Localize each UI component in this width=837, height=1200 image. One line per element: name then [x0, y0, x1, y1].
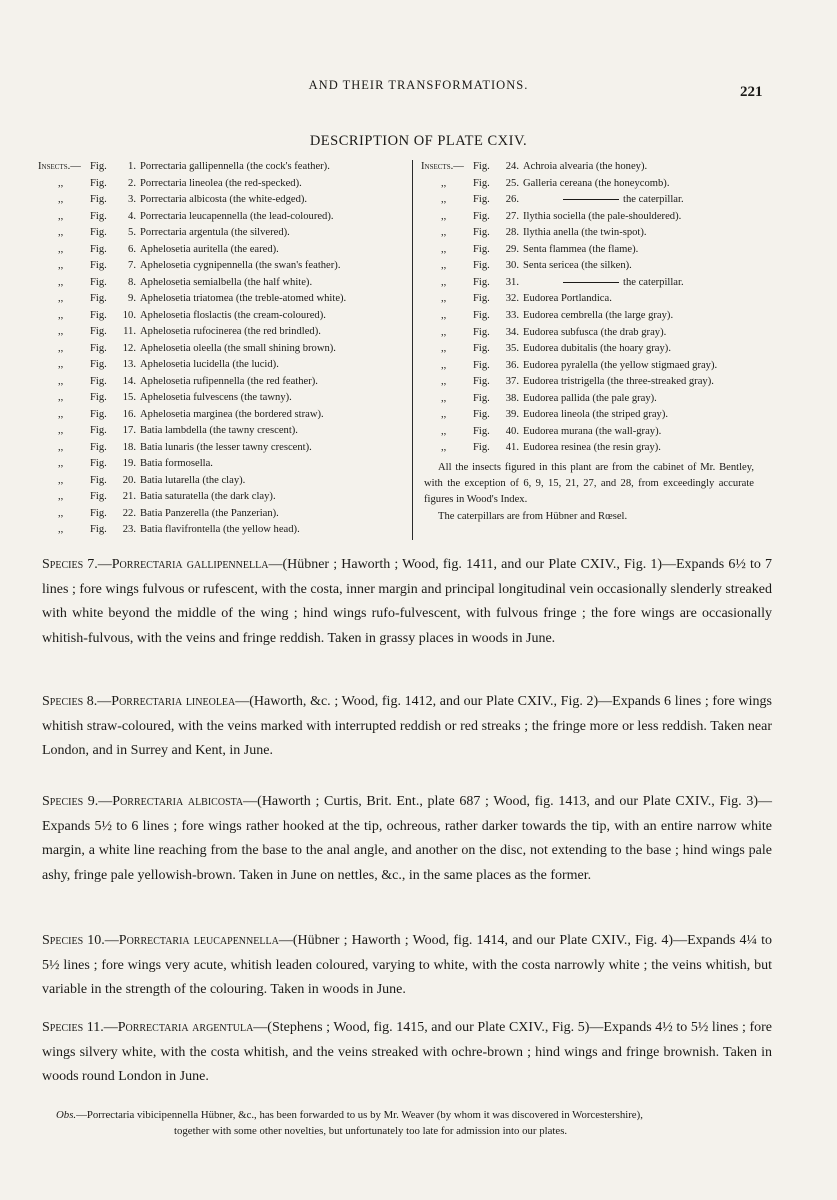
fig-description-text: Eudorea resinea (the resin gray). — [523, 442, 661, 454]
figure-entry — [38, 474, 408, 488]
figure-entry — [421, 408, 761, 422]
fig-label: Fig. — [90, 524, 107, 535]
fig-number: 8. — [128, 276, 136, 288]
ditto-mark: ,, — [58, 474, 64, 486]
species-entry-10 — [42, 929, 772, 1003]
ditto-mark: ,, — [441, 210, 447, 222]
fig-description — [523, 326, 666, 340]
fig-label: Fig. — [90, 375, 107, 387]
ditto-mark: ,, — [441, 260, 447, 272]
fig-description-text: Eudorea Portlandica. — [523, 293, 612, 305]
fig-number: 9. — [128, 293, 136, 304]
fig-label: Fig. — [90, 342, 107, 354]
fig-label: Fig. — [473, 227, 490, 239]
fig-label: Fig. — [473, 276, 490, 288]
figure-entry — [38, 391, 408, 405]
ditto-mark: ,, — [58, 375, 64, 387]
fig-number: 10. — [122, 309, 136, 321]
fig-number: 29. — [505, 243, 519, 255]
fig-description-text: Batia saturatella (the dark clay). — [140, 491, 276, 502]
ditto-mark: ,, — [441, 343, 447, 355]
fig-description — [140, 325, 321, 339]
species-description: —(Stephens ; Wood, fig. 1415, and our Plate CXIV., Fig. 5)—Expands 4½ to 5½ lines ; fore wings silvery white, with the costa whitish, and the veins streaked with ochre-brown ; hind wings and fringe brownish. Taken in woods round London in June. — [42, 1020, 772, 1084]
insects-prefix: Insects.— — [421, 161, 464, 172]
ditto-mark: ,, — [58, 293, 64, 304]
figure-entry — [421, 375, 761, 389]
ditto-mark: ,, — [58, 359, 64, 370]
fig-description — [523, 392, 657, 406]
fig-description — [140, 309, 326, 323]
fig-number: 26. — [505, 194, 519, 206]
fig-label: Fig. — [90, 177, 107, 189]
fig-description-text: Aphelosetia auritella (the eared). — [140, 243, 279, 255]
fig-description — [140, 193, 307, 207]
figure-entry — [421, 326, 761, 340]
fig-number: 2. — [128, 177, 136, 189]
fig-description-text: Eudorea subfusca (the drab gray). — [523, 326, 667, 338]
observation-note — [56, 1108, 756, 1139]
fig-description-text: Aphelosetia semialbella (the half white). — [140, 276, 313, 288]
fig-description-text: Batia lambdella (the tawny crescent). — [140, 425, 298, 436]
fig-description-text: the caterpillar. — [623, 194, 684, 206]
ditto-mark: ,, — [441, 326, 447, 338]
fig-number: 1. — [128, 161, 136, 172]
fig-label: Fig. — [473, 161, 490, 172]
fig-number: 16. — [122, 408, 136, 420]
figure-entry — [38, 276, 408, 290]
fig-description — [523, 226, 647, 240]
fig-label: Fig. — [473, 194, 490, 206]
ditto-mark: ,, — [58, 524, 64, 535]
fig-number: 30. — [505, 260, 519, 272]
ditto-mark: ,, — [441, 177, 447, 189]
fig-description-text: Porrectaria gallipennella (the cock's feather). — [140, 161, 330, 172]
ditto-mark: ,, — [441, 409, 447, 421]
fig-description — [140, 243, 279, 257]
species-description: —(Hübner ; Haworth ; Wood, fig. 1414, and our Plate CXIV., Fig. 4)—Expands 4¼ to 5½ lines ; fore wings very acute, whitish leaden coloured, varying to white, with the costa narrowly white ; the veins whitish, but variable in the strength of the colouring. Taken in woods in June. — [42, 933, 772, 997]
fig-number: 5. — [128, 227, 136, 238]
ditto-mark: ,, — [58, 243, 64, 255]
figure-entry — [38, 177, 408, 191]
fig-description — [563, 193, 684, 207]
fig-number: 37. — [505, 376, 519, 388]
fig-description-text: Aphelosetia rufipennella (the red feather). — [140, 375, 318, 387]
fig-description-text: Eudorea cembrella (the large gray). — [523, 309, 674, 321]
fig-description-text: Eudorea murana (the wall-gray). — [523, 425, 662, 437]
fig-label: Fig. — [473, 260, 490, 272]
fig-label: Fig. — [473, 210, 490, 222]
figure-entry — [38, 490, 408, 504]
fig-label: Fig. — [473, 409, 490, 421]
fig-description-text: Eudorea pallida (the pale gray). — [523, 392, 657, 404]
figure-entry — [38, 408, 408, 422]
fig-number: 25. — [505, 177, 519, 189]
figure-entry — [421, 210, 761, 224]
caterpillar-note: The caterpillars are from Hübner and Rœsel. — [438, 511, 628, 522]
figure-entry — [38, 243, 408, 257]
figure-entry — [421, 160, 761, 174]
ditto-mark: ,, — [441, 359, 447, 371]
obs-line-2: together with some other novelties, but unfortunately too late for admission into our plates. — [174, 1124, 568, 1137]
ditto-mark: ,, — [441, 243, 447, 255]
fig-description-text: Porrectaria albicosta (the white-edged). — [140, 194, 308, 205]
fig-number: 27. — [505, 210, 519, 222]
fig-label: Fig. — [90, 507, 107, 519]
fig-description — [140, 507, 279, 521]
fig-description-text: Porrectaria leucapennella (the lead-coloured). — [140, 210, 334, 222]
fig-number: 34. — [505, 326, 519, 338]
fig-number: 18. — [122, 441, 136, 453]
fig-description — [140, 259, 340, 273]
fig-description — [140, 441, 312, 455]
ditto-mark: ,, — [58, 276, 64, 288]
fig-description — [523, 408, 668, 422]
figure-entry — [38, 309, 408, 323]
species-heading: Species 9.—Porrectaria albicosta — [42, 794, 244, 809]
figure-entry — [421, 259, 761, 273]
fig-label: Fig. — [473, 343, 490, 355]
fig-label: Fig. — [90, 359, 107, 370]
fig-description — [523, 177, 669, 191]
fig-label: Fig. — [90, 458, 107, 469]
figure-entry — [38, 358, 408, 372]
fig-label: Fig. — [473, 326, 490, 338]
figure-entry — [38, 424, 408, 438]
species-heading: Species 8.—Porrectaria lineolea — [42, 694, 236, 709]
ditto-mark: ,, — [58, 194, 64, 205]
fig-label: Fig. — [90, 408, 107, 420]
fig-description-text: Aphelosetia fulvescens (the tawny). — [140, 392, 292, 403]
fig-number: 6. — [128, 243, 136, 255]
ditto-mark: ,, — [441, 194, 447, 206]
figure-entry — [421, 342, 761, 356]
fig-description — [140, 160, 330, 174]
figure-entry — [421, 292, 761, 306]
figure-entry — [421, 193, 761, 207]
fig-description — [523, 259, 632, 273]
ditto-mark: ,, — [58, 425, 64, 436]
fig-number: 39. — [505, 409, 519, 421]
fig-number: 36. — [505, 359, 519, 371]
fig-description — [140, 490, 276, 504]
fig-description-text: Aphelosetia marginea (the bordered straw). — [140, 408, 324, 420]
fig-number: 28. — [505, 227, 519, 239]
fig-description — [523, 309, 673, 323]
fig-description-text: Ilythia sociella (the pale-shouldered). — [523, 210, 682, 222]
fig-number: 15. — [122, 392, 136, 403]
fig-label: Fig. — [90, 243, 107, 255]
fig-description-text: Eudorea pyralella (the yellow stigmaed gray). — [523, 359, 718, 371]
fig-label: Fig. — [90, 194, 107, 205]
figure-entry — [38, 457, 408, 471]
fig-label: Fig. — [90, 441, 107, 453]
fig-description-text: Batia flavifrontella (the yellow head). — [140, 524, 300, 535]
obs-line-1: —Porrectaria vibicipennella Hübner, &c., has been forwarded to us by Mr. Weaver (by whom it was discovered in Worcestershire), — [76, 1109, 643, 1121]
fig-label: Fig. — [90, 474, 107, 486]
fig-label: Fig. — [473, 359, 490, 371]
ditto-dash — [563, 199, 619, 200]
fig-description-text: the caterpillar. — [623, 276, 684, 288]
ditto-dash — [563, 282, 619, 283]
fig-number: 12. — [122, 342, 136, 354]
ditto-mark: ,, — [58, 260, 64, 271]
figure-entry — [421, 392, 761, 406]
fig-number: 41. — [505, 442, 519, 454]
species-heading: Species 7.—Porrectaria gallipennella — [42, 557, 269, 572]
fig-description — [523, 342, 671, 356]
ditto-mark: ,, — [441, 276, 447, 288]
ditto-mark: ,, — [58, 458, 64, 469]
fig-description — [140, 177, 302, 191]
figure-entry — [38, 193, 408, 207]
fig-description-text: Eudorea dubitalis (the hoary gray). — [523, 343, 671, 355]
fig-description-text: Aphelosetia lucidella (the lucid). — [140, 359, 279, 370]
fig-description-text: Aphelosetia rufocinerea (the red brindled). — [140, 326, 321, 337]
figure-entry — [421, 359, 761, 373]
fig-description-text: Batia lutarella (the clay). — [140, 474, 246, 486]
species-description: —(Haworth, &c. ; Wood, fig. 1412, and our Plate CXIV., Fig. 2)—Expands 6 lines ; fore wings whitish straw-coloured, with the veins marked with interrupted reddish or red streaks ; the fringe more or less reddish. Taken near London, and in Surrey and Kent, in June. — [42, 694, 773, 758]
fig-label: Fig. — [473, 293, 490, 305]
fig-description-text: Aphelosetia floslactis (the cream-coloured). — [140, 309, 326, 321]
fig-description — [523, 210, 681, 224]
ditto-mark: ,, — [58, 441, 64, 453]
fig-description — [140, 358, 279, 372]
column-divider — [412, 160, 413, 540]
figure-entry — [38, 259, 408, 273]
ditto-mark: ,, — [441, 442, 447, 454]
fig-number: 24. — [505, 161, 519, 172]
fig-description — [523, 160, 647, 174]
fig-description-text: Eudorea tristrigella (the three-streaked gray). — [523, 376, 714, 388]
fig-description — [523, 359, 717, 373]
ditto-mark: ,, — [58, 408, 64, 420]
fig-description — [140, 474, 245, 488]
fig-description — [140, 276, 312, 290]
ditto-mark: ,, — [58, 342, 64, 354]
figure-entry — [38, 342, 408, 356]
figure-entry — [421, 226, 761, 240]
page-number: 221 — [740, 84, 763, 100]
fig-description — [140, 408, 324, 422]
fig-number: 22. — [122, 507, 136, 519]
fig-description — [140, 292, 346, 306]
species-heading: Species 11.—Porrectaria argentula — [42, 1020, 254, 1035]
fig-description — [140, 523, 300, 537]
ditto-mark: ,, — [58, 507, 64, 519]
figure-entry — [38, 292, 408, 306]
ditto-mark: ,, — [441, 309, 447, 321]
fig-number: 23. — [122, 524, 136, 535]
ditto-mark: ,, — [441, 392, 447, 404]
fig-label: Fig. — [90, 425, 107, 436]
insects-prefix: Insects.— — [38, 161, 81, 172]
figure-entry — [421, 441, 761, 455]
fig-label: Fig. — [473, 243, 490, 255]
fig-description — [523, 441, 661, 455]
fig-description-text: Porrectaria argentula (the silvered). — [140, 227, 290, 238]
species-entry-9 — [42, 790, 772, 888]
fig-description — [523, 425, 661, 439]
fig-description-text: Aphelosetia oleella (the small shining brown). — [140, 342, 336, 354]
fig-description-text: Senta sericea (the silken). — [523, 260, 632, 272]
fig-description-text: Batia Panzerella (the Panzerian). — [140, 507, 279, 519]
ditto-mark: ,, — [58, 326, 64, 337]
species-description: —(Hübner ; Haworth ; Wood, fig. 1411, and our Plate CXIV., Fig. 1)—Expands 6½ to 7 lines ; fore wings fulvous or rufescent, with the costa, inner margin and principal longitudinal vein occasionally slenderly streaked with white beyond the middle of the wing ; hind wings rufo-fulvescent, with fulvous fringe ; the fore wings are occasionally whitish-fulvous, with the veins and fringe reddish. Taken in grassy places in woods in June. — [42, 557, 773, 646]
fig-description — [140, 342, 336, 356]
fig-description — [140, 391, 292, 405]
figure-entry — [421, 243, 761, 257]
fig-label: Fig. — [90, 161, 107, 172]
figure-entry — [421, 276, 761, 290]
plate-title: DESCRIPTION OF PLATE CXIV. — [309, 133, 528, 149]
fig-description — [140, 210, 334, 224]
fig-description-text: Galleria cereana (the honeycomb). — [523, 177, 670, 189]
fig-number: 4. — [128, 210, 136, 222]
ditto-mark: ,, — [441, 227, 447, 239]
fig-description-text: Eudorea lineola (the striped gray). — [523, 409, 669, 421]
fig-description-text: Porrectaria lineolea (the red-specked). — [140, 177, 302, 189]
fig-description — [563, 276, 684, 290]
ditto-mark: ,, — [441, 376, 447, 388]
fig-description-text: Batia lunaris (the lesser tawny crescent). — [140, 441, 312, 453]
fig-label: Fig. — [90, 491, 107, 502]
ditto-mark: ,, — [58, 177, 64, 189]
fig-description — [140, 424, 298, 438]
figure-entry — [38, 441, 408, 455]
fig-label: Fig. — [90, 309, 107, 321]
ditto-mark: ,, — [441, 293, 447, 305]
fig-label: Fig. — [473, 442, 490, 454]
species-description: —(Haworth ; Curtis, Brit. Ent., plate 687 ; Wood, fig. 1413, and our Plate CXIV., Fig. 3)—Expands 5½ to 6 lines ; fore wings rather hooked at the tip, ochreous, rather darker towards the tip, with an entire narrow white margin, a white line reaching from the base to the anal angle, and another on the disc, not extending to the base ; hind wings pale ashy, fringe pale yellowish-brown. Taken in June on nettles, &c., in the same places as the former. — [42, 794, 772, 883]
fig-description-text: Senta flammea (the flame). — [523, 243, 639, 255]
fig-number: 21. — [122, 491, 136, 502]
species-heading: Species 10.—Porrectaria leucapennella — [42, 933, 279, 948]
fig-label: Fig. — [90, 326, 107, 337]
fig-label: Fig. — [90, 276, 107, 288]
fig-description — [140, 226, 290, 240]
figure-entry — [421, 177, 761, 191]
fig-number: 33. — [505, 309, 519, 321]
ditto-mark: ,, — [58, 227, 64, 238]
fig-number: 19. — [122, 458, 136, 469]
fig-label: Fig. — [90, 392, 107, 403]
fig-description — [523, 243, 638, 257]
fig-description-text: Achroia alvearia (the honey). — [523, 161, 648, 172]
fig-number: 38. — [505, 392, 519, 404]
obs-label: Obs. — [56, 1109, 77, 1121]
figure-entry — [38, 523, 408, 537]
ditto-mark: ,, — [58, 491, 64, 502]
fig-label: Fig. — [473, 425, 490, 437]
fig-description-text: Aphelosetia cygnipennella (the swan's feather). — [140, 260, 341, 271]
figure-entry — [38, 325, 408, 339]
ditto-mark: ,, — [58, 210, 64, 222]
fig-number: 17. — [122, 425, 136, 436]
ditto-mark: ,, — [441, 425, 447, 437]
running-title: AND THEIR TRANSFORMATIONS. — [308, 78, 529, 92]
fig-description — [140, 457, 213, 471]
fig-label: Fig. — [473, 376, 490, 388]
fig-description — [523, 292, 612, 306]
fig-description — [523, 375, 714, 389]
ditto-mark: ,, — [58, 392, 64, 403]
figure-entry — [38, 375, 408, 389]
fig-description — [140, 375, 318, 389]
species-entry-11 — [42, 1016, 772, 1090]
ditto-mark: ,, — [58, 309, 64, 321]
fig-description-text: Ilythia anella (the twin-spot). — [523, 227, 647, 239]
fig-label: Fig. — [90, 293, 107, 304]
fig-label: Fig. — [473, 309, 490, 321]
species-entry-7 — [42, 553, 772, 651]
figure-entry — [38, 160, 408, 174]
figure-entry — [38, 210, 408, 224]
fig-number: 32. — [505, 293, 519, 305]
fig-description-text: Aphelosetia triatomea (the treble-atomed white). — [140, 293, 347, 304]
fig-number: 3. — [128, 194, 136, 205]
fig-label: Fig. — [90, 260, 107, 271]
fig-label: Fig. — [90, 227, 107, 238]
fig-number: 7. — [128, 260, 136, 271]
fig-label: Fig. — [90, 210, 107, 222]
fig-number: 14. — [122, 375, 136, 387]
species-entry-8 — [42, 690, 772, 764]
fig-number: 11. — [123, 326, 136, 337]
fig-label: Fig. — [473, 392, 490, 404]
fig-number: 13. — [122, 359, 136, 370]
fig-number: 31. — [505, 276, 519, 288]
figure-entry — [38, 507, 408, 521]
fig-number: 40. — [505, 425, 519, 437]
fig-number: 20. — [122, 474, 136, 486]
fig-description-text: Batia formosella. — [140, 458, 213, 469]
figure-entry — [421, 425, 761, 439]
fig-number: 35. — [505, 343, 519, 355]
figure-entry — [38, 226, 408, 240]
fig-label: Fig. — [473, 177, 490, 189]
plate-note: All the insects figured in this plant are from the cabinet of Mr. Bentley, with the exception of 6, 9, 15, 21, 27, and 28, from exceedingly accurate figures in Wood's Index. — [424, 462, 754, 505]
figure-entry — [421, 309, 761, 323]
